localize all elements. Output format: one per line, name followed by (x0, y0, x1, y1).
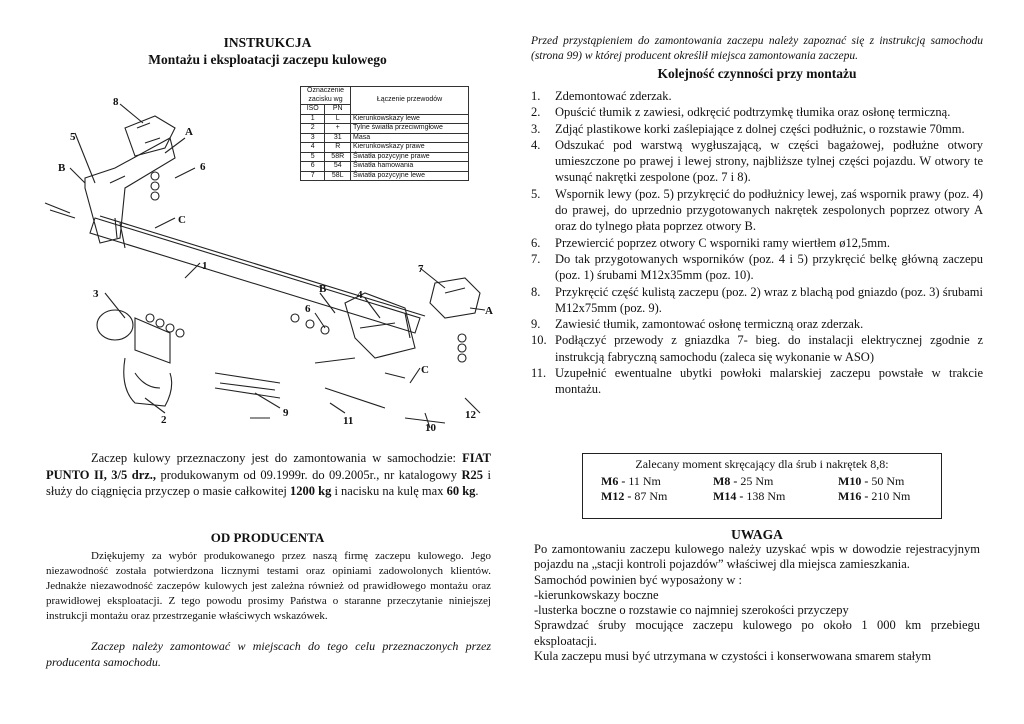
warning-paragraph: -kierunkowskazy boczne (534, 587, 659, 602)
list-item: 2. Opuścić tłumik z zawiesi, odkręcić podtrzymkę tłumika oraz osłonę termiczną. (531, 105, 951, 120)
warning-heading: UWAGA (731, 527, 783, 542)
table-header-iso: ISO (301, 105, 325, 115)
product-description: Zaczep kulowy przeznaczony jest do zamontowania w samochodzie: FIAT PUNTO II, 3/5 drz., produkowanym od 09.1999r. do 09.2005r., nr katalogowy R25 i służy do ciągnięcia przyczep o masie całkowitej 1200 kg i nacisku na kulę max 60 kg. (46, 451, 491, 498)
table-row: 2 + Tylne światła przeciwmgłowe (301, 124, 469, 134)
table-header-mark: Oznaczenie zacisku wg (301, 87, 351, 105)
torque-item: M12 - 87 Nm (601, 489, 668, 503)
list-item: 7. Do tak przygotowanych wsporników (poz. 4 i 5) przykręcić belkę główną zaczepu (poz. 1) śrubami M12x35mm (poz. 10). (531, 251, 983, 283)
car-model: FIAT PUNTO II, 3/5 drz., (46, 451, 491, 482)
list-item: 9. Zawiesić tłumik, zamontować osłonę termiczną oraz zderzak. (531, 317, 864, 332)
list-item: 1. Zdemontować zderzak. (531, 89, 672, 103)
table-row: 4 R Kierunkowskazy prawe (301, 143, 469, 153)
torque-heading: Zalecany moment skręcający dla śrub i nakrętek 8,8: (635, 457, 889, 471)
warning-paragraph: Kula zaczepu musi być utrzymana w czystości i konserwowana smarem stałym (534, 649, 932, 664)
connector-table (300, 86, 469, 181)
torque-item: M14 - 138 Nm (713, 489, 786, 503)
label-10: 10 (425, 422, 436, 434)
label-2: 2 (161, 414, 167, 426)
catalog-number: R25 (461, 467, 484, 482)
table-row: 6 54 Światła hamowania (301, 162, 469, 172)
torque-box (582, 453, 942, 519)
table-header-pn: PN (325, 105, 351, 115)
list-item: 5. Wspornik lewy (poz. 5) przykręcić do podłużnicy lewej, zaś wspornik prawy (poz. 4) do prawej, do uprzednio przygotowanych nakrętek zespolonych poprzez otwory A oraz do tylnego płata poprzez otwory B. (531, 186, 983, 234)
table-row: 5 58R Światła pozycyjne prawe (301, 152, 469, 162)
trailer-mass: 1200 kg (290, 484, 332, 498)
label-6: 6 (200, 161, 206, 173)
label-9: 9 (283, 407, 289, 419)
producer-heading: OD PRODUCENTA (210, 530, 325, 545)
table-row: 1 L Kierunkowskazy lewe (301, 114, 469, 124)
label-1: 1 (202, 260, 208, 272)
torque-item: M8 - 25 Nm (713, 474, 774, 488)
warning-paragraph: Po zamontowaniu zaczepu kulowego należy uzyskać wpis w dowodzie rejestracyjnym pojazdu na „stacji kontroli pojazdów” właściwej dla miejsca zamieszkania. (534, 542, 980, 572)
label-6b: 6 (305, 303, 311, 315)
label-11: 11 (343, 415, 354, 427)
torque-values (601, 474, 933, 504)
torque-item: M10 - 50 Nm (838, 474, 905, 488)
list-item: 3. Zdjąć plastikowe korki zaślepiające z dolnej części podłużnic, o rozstawie 70mm. (531, 121, 965, 136)
producer-text: Dziękujemy za wybór produkowanego przez naszą firmę zaczepu kulowego. Jego niezawodność została potwierdzona licznymi testami oraz opiniami zadowolonych klientów. Jednakże niezawodność zaczepów kulowych jest zależna również od prawidłowego montażu oraz prawidłowej eksploatacji. Z tego powodu prosimy Państwa o staranne przeczytanie niniejszej instrukcji montażu oraz przestrzeganie właściwych wskazówek. (46, 550, 491, 622)
label-C: C (178, 214, 186, 226)
label-4: 4 (357, 289, 363, 301)
steps-heading: Kolejność czynności przy montażu (657, 66, 857, 81)
list-item: 10. Podłączyć przewody z gniazdka 7- bieg. do instalacji elektrycznej zgodnie z instrukcją fabryczną samochodu (zaleca się wykonanie w ASO) (531, 333, 983, 364)
label-B: B (58, 162, 66, 174)
label-A: A (185, 126, 193, 138)
warning-paragraph: Sprawdzać śruby mocujące zaczepu kulowego po około 1 000 km przebiegu eksploatacji. (534, 618, 980, 648)
warning-paragraph: Samochód powinien być wyposażony w : (534, 572, 742, 587)
label-12: 12 (465, 409, 476, 421)
list-item: 4. Odszukać pod warstwą wygłuszającą, w części bagażowej, podłużne otwory umieszczone po prawej i lewej strony, najbliższe tylnej części pojazdu. W otwory te wsunąć nakrętki zespolone (poz. 7 i 8). (531, 137, 983, 185)
table-row: 7 58L Światła pozycyjne lewe (301, 171, 469, 181)
right-column (531, 34, 983, 398)
label-8: 8 (113, 96, 119, 108)
intro-note: Przed przystąpieniem do zamontowania zaczepu należy zapoznać się z instrukcją samochodu (strona 99) w której producent określił miejsca zamontowania zaczepu. (531, 35, 983, 62)
label-A2: A (485, 305, 493, 317)
list-item: 6. Przewiercić poprzez otwory C wsporniki ramy wiertłem ø12,5mm. (531, 235, 890, 250)
table-row: 3 31 Masa (301, 133, 469, 143)
document-title: INSTRUKCJA (223, 35, 312, 50)
assembly-steps (531, 88, 983, 398)
document-subtitle: Montażu i eksploatacji zaczepu kulowego (148, 52, 387, 67)
list-item: 8. Przykręcić część kulistą zaczepu (poz. 2) wraz z blachą pod gniazdo (poz. 3) śrubami M12x75mm (poz. 9). (531, 284, 983, 315)
torque-item: M16 - 210 Nm (838, 489, 911, 503)
warning-paragraph: -lusterka boczne o rozstawie co najmniej szerokości przyczepy (534, 603, 849, 618)
table-header-conn: Łączenie przewodów (351, 87, 469, 115)
torque-item: M6 - 11 Nm (601, 474, 661, 488)
label-C2: C (421, 364, 429, 376)
producer-note: Zaczep należy zamontować w miejscach do tego celu przeznaczonych przez producenta samochodu. (46, 639, 491, 669)
list-item: 11. Uzupełnić ewentualne ubytki powłoki malarskiej zaczepu powstałe w trakcie montażu. (531, 366, 983, 397)
ball-load: 60 kg (446, 484, 476, 498)
label-7: 7 (418, 263, 424, 275)
label-3: 3 (93, 288, 99, 300)
label-B2: B (319, 283, 327, 295)
left-column (40, 34, 495, 68)
label-5: 5 (70, 131, 76, 143)
warning-text (534, 542, 980, 664)
